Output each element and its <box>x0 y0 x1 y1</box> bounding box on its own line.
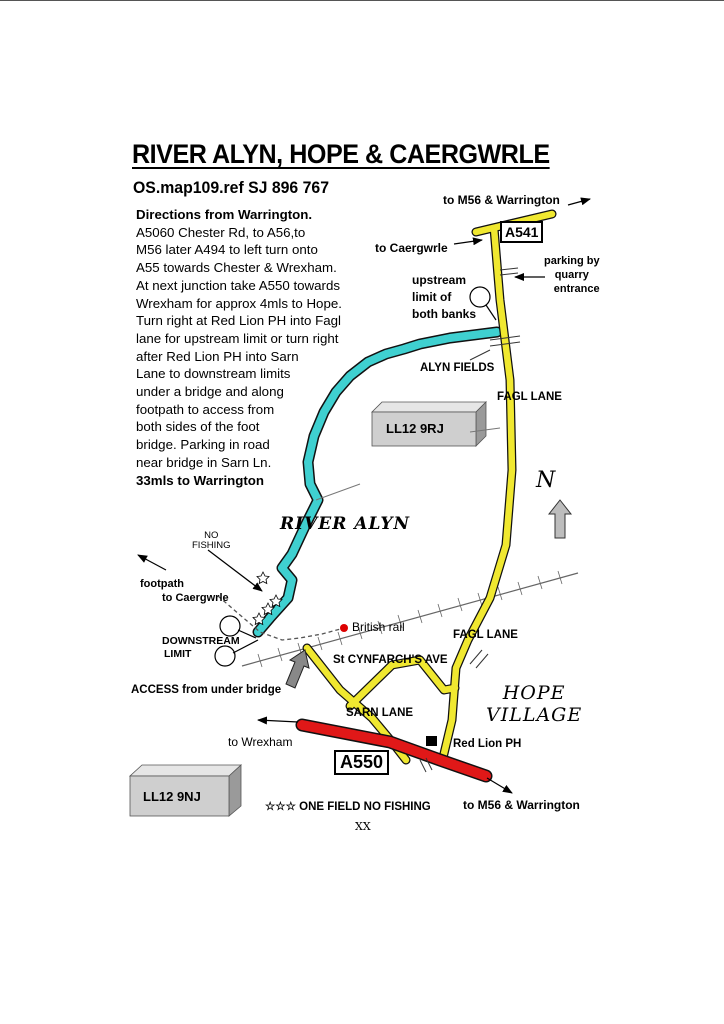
no-fishing-line-2: FISHING <box>192 540 231 551</box>
hope-line-1: HOPE <box>502 682 566 704</box>
label-fagl-lane-bottom: FAGL LANE <box>453 629 518 641</box>
label-no-fishing <box>192 531 231 551</box>
label-fagl-lane-top: FAGL LANE <box>497 391 562 403</box>
label-upstream-limit <box>412 272 476 323</box>
label-footpath <box>140 577 229 605</box>
directions-line: At next junction take A550 towards <box>136 277 341 293</box>
directions-line: footpath to access from <box>136 401 275 417</box>
directions-line: A5060 Chester Rd, to A56,to <box>136 224 306 240</box>
label-to-m56-bottom: to M56 & Warrington <box>463 798 580 812</box>
label-st-cynfarchs-ave: St CYNFARCH'S AVE <box>333 654 448 666</box>
north-label: N <box>536 468 556 493</box>
british-rail-dot <box>340 624 348 632</box>
downstream-line-2: LIMIT <box>164 648 192 660</box>
label-to-m56-top: to M56 & Warrington <box>443 193 560 207</box>
parking-line-3: entrance <box>553 283 600 295</box>
page-title: RIVER ALYN, HOPE & CAERGWRLE <box>132 139 550 169</box>
no-fishing-line-1: NO <box>204 530 219 541</box>
label-one-field-no-fishing: ☆☆☆ ONE FIELD NO FISHING <box>265 801 431 813</box>
directions-text <box>136 206 342 489</box>
label-sarn-lane: SARN LANE <box>346 707 414 719</box>
label-xx: XX <box>355 820 371 833</box>
north-arrow <box>549 500 571 538</box>
label-parking <box>544 254 600 296</box>
postcode-bottom: LL12 9NJ <box>143 789 201 804</box>
directions-line: bridge. Parking in road <box>136 437 270 453</box>
downstream-line-1: DOWNSTREAM <box>162 635 240 647</box>
directions-line: A55 towards Chester & Wrexham. <box>136 260 337 276</box>
label-hope-village <box>486 682 582 726</box>
hope-line-2: VILLAGE <box>486 704 583 726</box>
a541-road-sign: A541 <box>500 221 543 243</box>
parking-line-2: quarry <box>554 269 589 281</box>
downstream-limit-marker-1 <box>220 616 240 636</box>
directions-line: Wrexham for approx 4mls to Hope. <box>136 295 342 311</box>
footpath-line-2: to Caergwrle <box>162 592 229 604</box>
directions-footer: 33mls to Warrington <box>136 472 265 488</box>
label-british-rail: British rail <box>352 620 405 634</box>
label-to-caergwrle: to Caergwrle <box>375 241 448 255</box>
red-lion-marker <box>426 736 437 746</box>
footpath-line-1: footpath <box>140 578 184 590</box>
label-access: ACCESS from under bridge <box>131 684 282 696</box>
directions-heading: Directions from Warrington. <box>136 207 313 222</box>
label-to-wrexham: to Wrexham <box>228 735 293 749</box>
upstream-line-3: both banks <box>412 307 477 321</box>
upstream-line-2: limit of <box>412 290 452 304</box>
label-red-lion: Red Lion PH <box>453 738 522 750</box>
directions-line: near bridge in Sarn Ln. <box>136 454 272 470</box>
label-river-alyn: RIVER ALYN <box>280 514 411 534</box>
upstream-line-1: upstream <box>412 273 467 287</box>
label-alyn-fields: ALYN FIELDS <box>420 362 495 374</box>
directions-line: under a bridge and along <box>136 384 284 400</box>
directions-line: lane for upstream limit or turn right <box>136 330 339 346</box>
access-arrow <box>286 650 309 688</box>
a550-road-sign: A550 <box>334 750 389 775</box>
parking-line-1: parking by <box>544 255 600 267</box>
directions-line: Turn right at Red Lion PH into Fagl <box>136 313 341 329</box>
directions-line: Lane to downstream limits <box>136 366 291 382</box>
directions-line: M56 later A494 to left turn onto <box>136 242 318 258</box>
label-downstream-limit <box>162 635 240 661</box>
postcode-top: LL12 9RJ <box>386 421 444 436</box>
directions-line: both sides of the foot <box>136 419 260 435</box>
directions-line: after Red Lion PH into Sarn <box>136 348 299 364</box>
os-reference: OS.map109.ref SJ 896 767 <box>133 178 329 197</box>
